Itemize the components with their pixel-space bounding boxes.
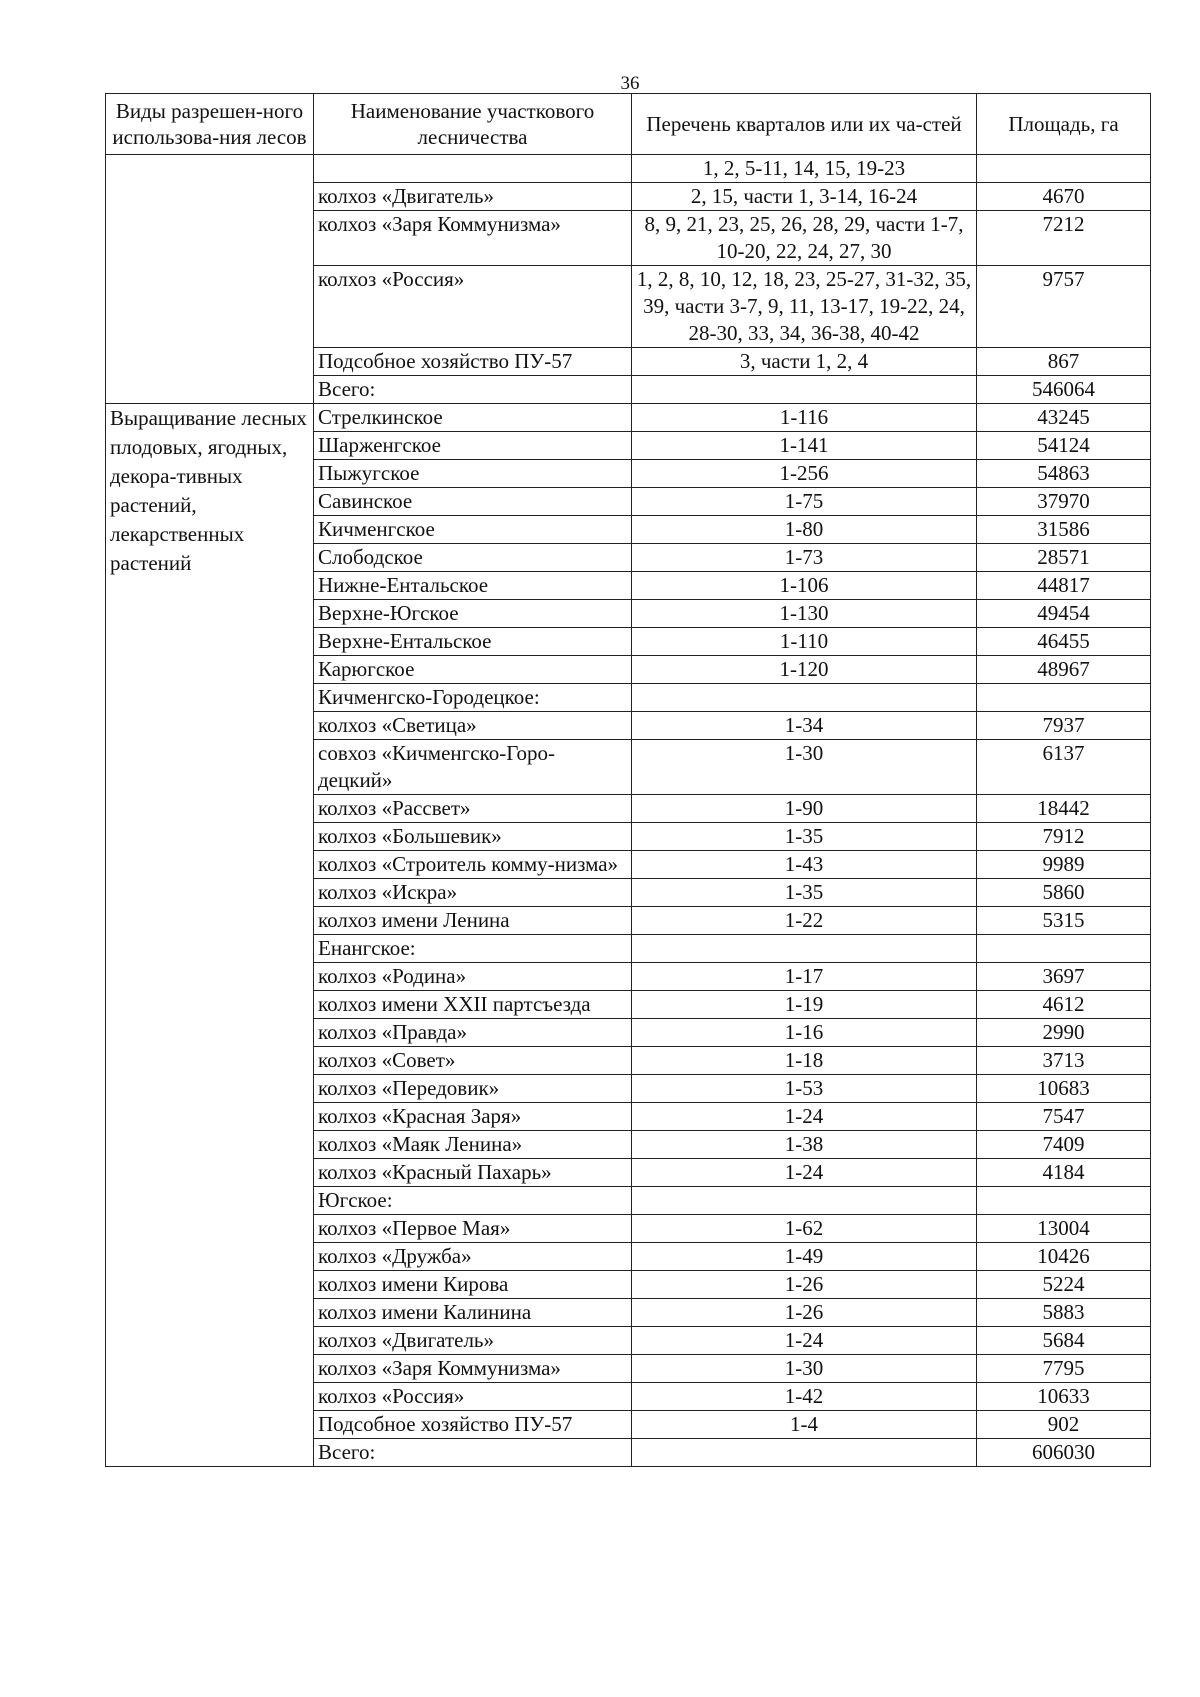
area-cell: 54863 [977, 460, 1151, 488]
forestry-name-cell: колхоз «Заря Коммунизма» [314, 211, 632, 266]
header-forestry: Наименование участкового лесничества [314, 94, 632, 155]
quarters-cell: 1-80 [632, 516, 977, 544]
quarters-cell: 1-130 [632, 600, 977, 628]
header-quarters: Перечень кварталов или их ча-стей [632, 94, 977, 155]
forestry-name-cell [314, 155, 632, 183]
usage-type-cell: Выращивание лесных плодовых, ягодных, декора-тивных растений, лекарственных растений [106, 404, 314, 1467]
quarters-cell: 1-22 [632, 907, 977, 935]
forestry-name-cell: колхоз «Первое Мая» [314, 1215, 632, 1243]
quarters-cell: 1-53 [632, 1075, 977, 1103]
quarters-cell: 1-110 [632, 628, 977, 656]
area-cell: 4670 [977, 183, 1151, 211]
table-body [106, 155, 1151, 1467]
table-row [106, 155, 1151, 183]
quarters-cell: 3, части 1, 2, 4 [632, 348, 977, 376]
forestry-name-cell: Подсобное хозяйство ПУ-57 [314, 348, 632, 376]
quarters-cell: 1-18 [632, 1047, 977, 1075]
quarters-cell: 1-26 [632, 1299, 977, 1327]
header-usage: Виды разрешен-ного использова-ния лесов [106, 94, 314, 155]
quarters-cell: 1-49 [632, 1243, 977, 1271]
area-cell: 5224 [977, 1271, 1151, 1299]
forestry-name-cell: Шарженгское [314, 432, 632, 460]
quarters-cell: 1-43 [632, 851, 977, 879]
quarters-cell: 1, 2, 5-11, 14, 15, 19-23 [632, 155, 977, 183]
area-cell: 13004 [977, 1215, 1151, 1243]
area-cell [977, 935, 1151, 963]
forestry-name-cell: колхоз «Заря Коммунизма» [314, 1355, 632, 1383]
forestry-name-cell: Нижне-Ентальское [314, 572, 632, 600]
forestry-name-cell: Всего: [314, 1439, 632, 1467]
quarters-cell [632, 376, 977, 404]
area-cell: 9757 [977, 266, 1151, 348]
forestry-name-cell: Карюгское [314, 656, 632, 684]
quarters-cell: 1-73 [632, 544, 977, 572]
area-cell: 5684 [977, 1327, 1151, 1355]
area-cell: 606030 [977, 1439, 1151, 1467]
quarters-cell: 1-24 [632, 1103, 977, 1131]
quarters-cell: 1-106 [632, 572, 977, 600]
forestry-name-cell: колхоз «Двигатель» [314, 183, 632, 211]
quarters-cell: 1-75 [632, 488, 977, 516]
forestry-name-cell: колхоз «Двигатель» [314, 1327, 632, 1355]
area-cell: 10633 [977, 1383, 1151, 1411]
area-cell: 7937 [977, 712, 1151, 740]
area-cell: 546064 [977, 376, 1151, 404]
forestry-name-cell: колхоз «Россия» [314, 266, 632, 348]
quarters-cell: 1-30 [632, 740, 977, 795]
quarters-cell: 1-38 [632, 1131, 977, 1159]
header-area: Площадь, га [977, 94, 1151, 155]
forestry-name-cell: колхоз «Красная Заря» [314, 1103, 632, 1131]
forestry-name-cell: Енангское: [314, 935, 632, 963]
quarters-cell [632, 1187, 977, 1215]
forestry-name-cell: колхоз «Родина» [314, 963, 632, 991]
area-cell: 867 [977, 348, 1151, 376]
usage-type-cell [106, 155, 314, 404]
table-header [106, 94, 1151, 155]
forestry-name-cell: Кичменгское [314, 516, 632, 544]
area-cell: 7912 [977, 823, 1151, 851]
area-cell [977, 1187, 1151, 1215]
forestry-name-cell: Стрелкинское [314, 404, 632, 432]
area-cell: 6137 [977, 740, 1151, 795]
quarters-cell: 1-19 [632, 991, 977, 1019]
forestry-name-cell: Подсобное хозяйство ПУ-57 [314, 1411, 632, 1439]
quarters-cell: 1-26 [632, 1271, 977, 1299]
quarters-cell [632, 1439, 977, 1467]
quarters-cell: 1-17 [632, 963, 977, 991]
quarters-cell: 1-35 [632, 823, 977, 851]
area-cell: 7547 [977, 1103, 1151, 1131]
forestry-name-cell: Пыжугское [314, 460, 632, 488]
area-cell: 7409 [977, 1131, 1151, 1159]
forestry-name-cell: Верхне-Югское [314, 600, 632, 628]
area-cell: 18442 [977, 795, 1151, 823]
forestry-name-cell: колхоз «Строитель комму-низма» [314, 851, 632, 879]
quarters-cell: 1-30 [632, 1355, 977, 1383]
area-cell: 7795 [977, 1355, 1151, 1383]
area-cell: 46455 [977, 628, 1151, 656]
forestry-name-cell: Слободское [314, 544, 632, 572]
quarters-cell: 1-62 [632, 1215, 977, 1243]
area-cell: 28571 [977, 544, 1151, 572]
quarters-cell: 1-141 [632, 432, 977, 460]
forestry-name-cell: колхоз имени Ленина [314, 907, 632, 935]
quarters-cell: 1-90 [632, 795, 977, 823]
quarters-cell [632, 684, 977, 712]
quarters-cell: 2, 15, части 1, 3-14, 16-24 [632, 183, 977, 211]
area-cell: 7212 [977, 211, 1151, 266]
forest-usage-table [105, 93, 1151, 1467]
header-row [106, 94, 1151, 155]
area-cell: 2990 [977, 1019, 1151, 1047]
forestry-name-cell: Всего: [314, 376, 632, 404]
forestry-name-cell: колхоз имени Калинина [314, 1299, 632, 1327]
area-cell: 37970 [977, 488, 1151, 516]
area-cell [977, 684, 1151, 712]
quarters-cell: 1-35 [632, 879, 977, 907]
forestry-name-cell: колхоз «Рассвет» [314, 795, 632, 823]
forestry-name-cell: совхоз «Кичменгско-Горо-децкий» [314, 740, 632, 795]
area-cell: 4184 [977, 1159, 1151, 1187]
quarters-cell: 1-256 [632, 460, 977, 488]
forestry-name-cell: колхоз «Правда» [314, 1019, 632, 1047]
quarters-cell: 1-120 [632, 656, 977, 684]
forestry-name-cell: Кичменгско-Городецкое: [314, 684, 632, 712]
forestry-name-cell: колхоз «Большевик» [314, 823, 632, 851]
quarters-cell: 1, 2, 8, 10, 12, 18, 23, 25-27, 31-32, 35, 39, части 3-7, 9, 11, 13-17, 19-22, 24, 28-30, 33, 34, 36-38, 40-42 [632, 266, 977, 348]
area-cell: 3713 [977, 1047, 1151, 1075]
area-cell: 43245 [977, 404, 1151, 432]
forestry-name-cell: Верхне-Ентальское [314, 628, 632, 656]
forestry-name-cell: колхоз «Совет» [314, 1047, 632, 1075]
area-cell: 3697 [977, 963, 1151, 991]
area-cell: 54124 [977, 432, 1151, 460]
forestry-name-cell: колхоз «Маяк Ленина» [314, 1131, 632, 1159]
forestry-name-cell: колхоз «Передовик» [314, 1075, 632, 1103]
area-cell: 4612 [977, 991, 1151, 1019]
quarters-cell: 1-24 [632, 1159, 977, 1187]
forestry-name-cell: колхоз имени Кирова [314, 1271, 632, 1299]
area-cell: 5860 [977, 879, 1151, 907]
quarters-cell: 1-4 [632, 1411, 977, 1439]
forestry-name-cell: Югское: [314, 1187, 632, 1215]
quarters-cell [632, 935, 977, 963]
area-cell: 5315 [977, 907, 1151, 935]
forestry-name-cell: колхоз «Искра» [314, 879, 632, 907]
area-cell: 44817 [977, 572, 1151, 600]
quarters-cell: 1-42 [632, 1383, 977, 1411]
area-cell: 5883 [977, 1299, 1151, 1327]
quarters-cell: 1-116 [632, 404, 977, 432]
forestry-name-cell: колхоз «Красный Пахарь» [314, 1159, 632, 1187]
table-row [106, 404, 1151, 432]
quarters-cell: 1-34 [632, 712, 977, 740]
area-cell: 10683 [977, 1075, 1151, 1103]
area-cell: 902 [977, 1411, 1151, 1439]
area-cell: 9989 [977, 851, 1151, 879]
forestry-name-cell: колхоз «Светица» [314, 712, 632, 740]
area-cell [977, 155, 1151, 183]
area-cell: 10426 [977, 1243, 1151, 1271]
area-cell: 48967 [977, 656, 1151, 684]
forestry-name-cell: колхоз имени XXII партсъезда [314, 991, 632, 1019]
area-cell: 49454 [977, 600, 1151, 628]
page-number: 36 [620, 73, 640, 94]
quarters-cell: 8, 9, 21, 23, 25, 26, 28, 29, части 1-7, 10-20, 22, 24, 27, 30 [632, 211, 977, 266]
forestry-name-cell: колхоз «Дружба» [314, 1243, 632, 1271]
quarters-cell: 1-16 [632, 1019, 977, 1047]
forestry-name-cell: Савинское [314, 488, 632, 516]
quarters-cell: 1-24 [632, 1327, 977, 1355]
forestry-name-cell: колхоз «Россия» [314, 1383, 632, 1411]
area-cell: 31586 [977, 516, 1151, 544]
